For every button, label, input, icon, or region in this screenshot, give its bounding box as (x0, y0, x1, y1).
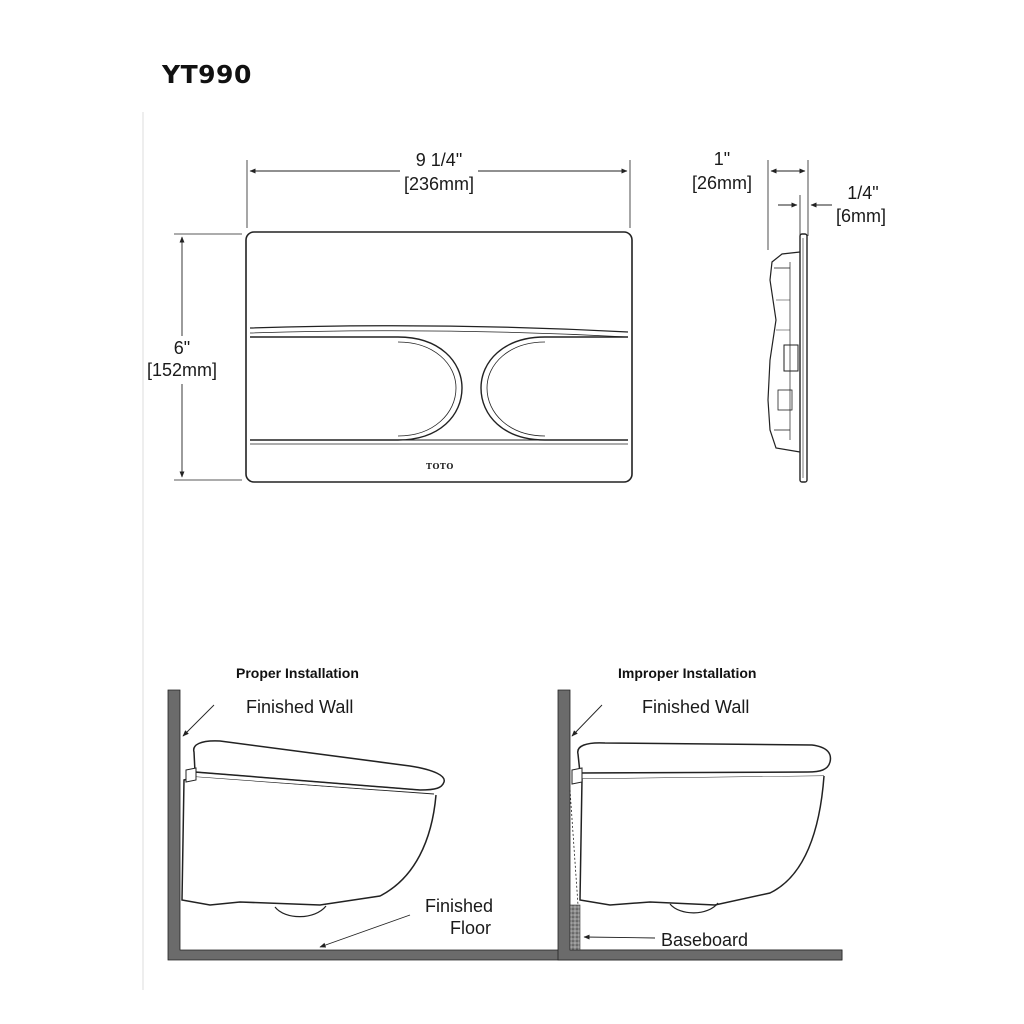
proper-toilet-bowl (182, 777, 436, 905)
width-inch-label: 9 1/4" (415, 150, 463, 170)
plate-inch-label: 1/4" (847, 183, 879, 203)
front-view (174, 160, 632, 482)
proper-bracket (186, 768, 196, 782)
height-inch-label: 6" (173, 338, 191, 358)
proper-floor-label-line1: Finished (425, 896, 494, 916)
side-plate (800, 234, 807, 482)
improper-toilet-lid (578, 743, 831, 773)
proper-installation-heading: Proper Installation (236, 665, 359, 681)
proper-floor-label-line2: Floor (450, 918, 492, 938)
baseboard-leader (584, 937, 655, 938)
proper-toilet-foot (275, 906, 326, 917)
right-flush-button (481, 337, 628, 440)
proper-wall-label: Finished Wall (246, 697, 354, 717)
depth-mm-label: [26mm] (691, 173, 752, 193)
width-mm-label: [236mm] (403, 174, 475, 194)
improper-installation-heading: Improper Installation (618, 665, 757, 681)
height-mm-label: [152mm] (146, 360, 218, 380)
toto-logo: TOTO (426, 461, 454, 471)
side-view (768, 160, 832, 482)
improper-toilet-bowl (580, 776, 824, 905)
side-connector (784, 345, 798, 371)
baseboard-label: Baseboard (661, 930, 749, 950)
left-flush-button (250, 337, 462, 440)
depth-inch-label: 1" (713, 149, 731, 169)
improper-installation-drawing (558, 690, 842, 960)
plate-mm-label: [6mm] (835, 206, 886, 226)
model-title: YT990 (162, 60, 252, 89)
improper-wall-leader (572, 705, 602, 736)
baseboard-block (570, 905, 580, 950)
improper-wall-label: Finished Wall (642, 697, 750, 717)
proper-wall-leader (183, 705, 214, 736)
flush-plate-outline (246, 232, 632, 482)
improper-bracket (572, 768, 582, 784)
proper-floor-leader (320, 915, 410, 947)
